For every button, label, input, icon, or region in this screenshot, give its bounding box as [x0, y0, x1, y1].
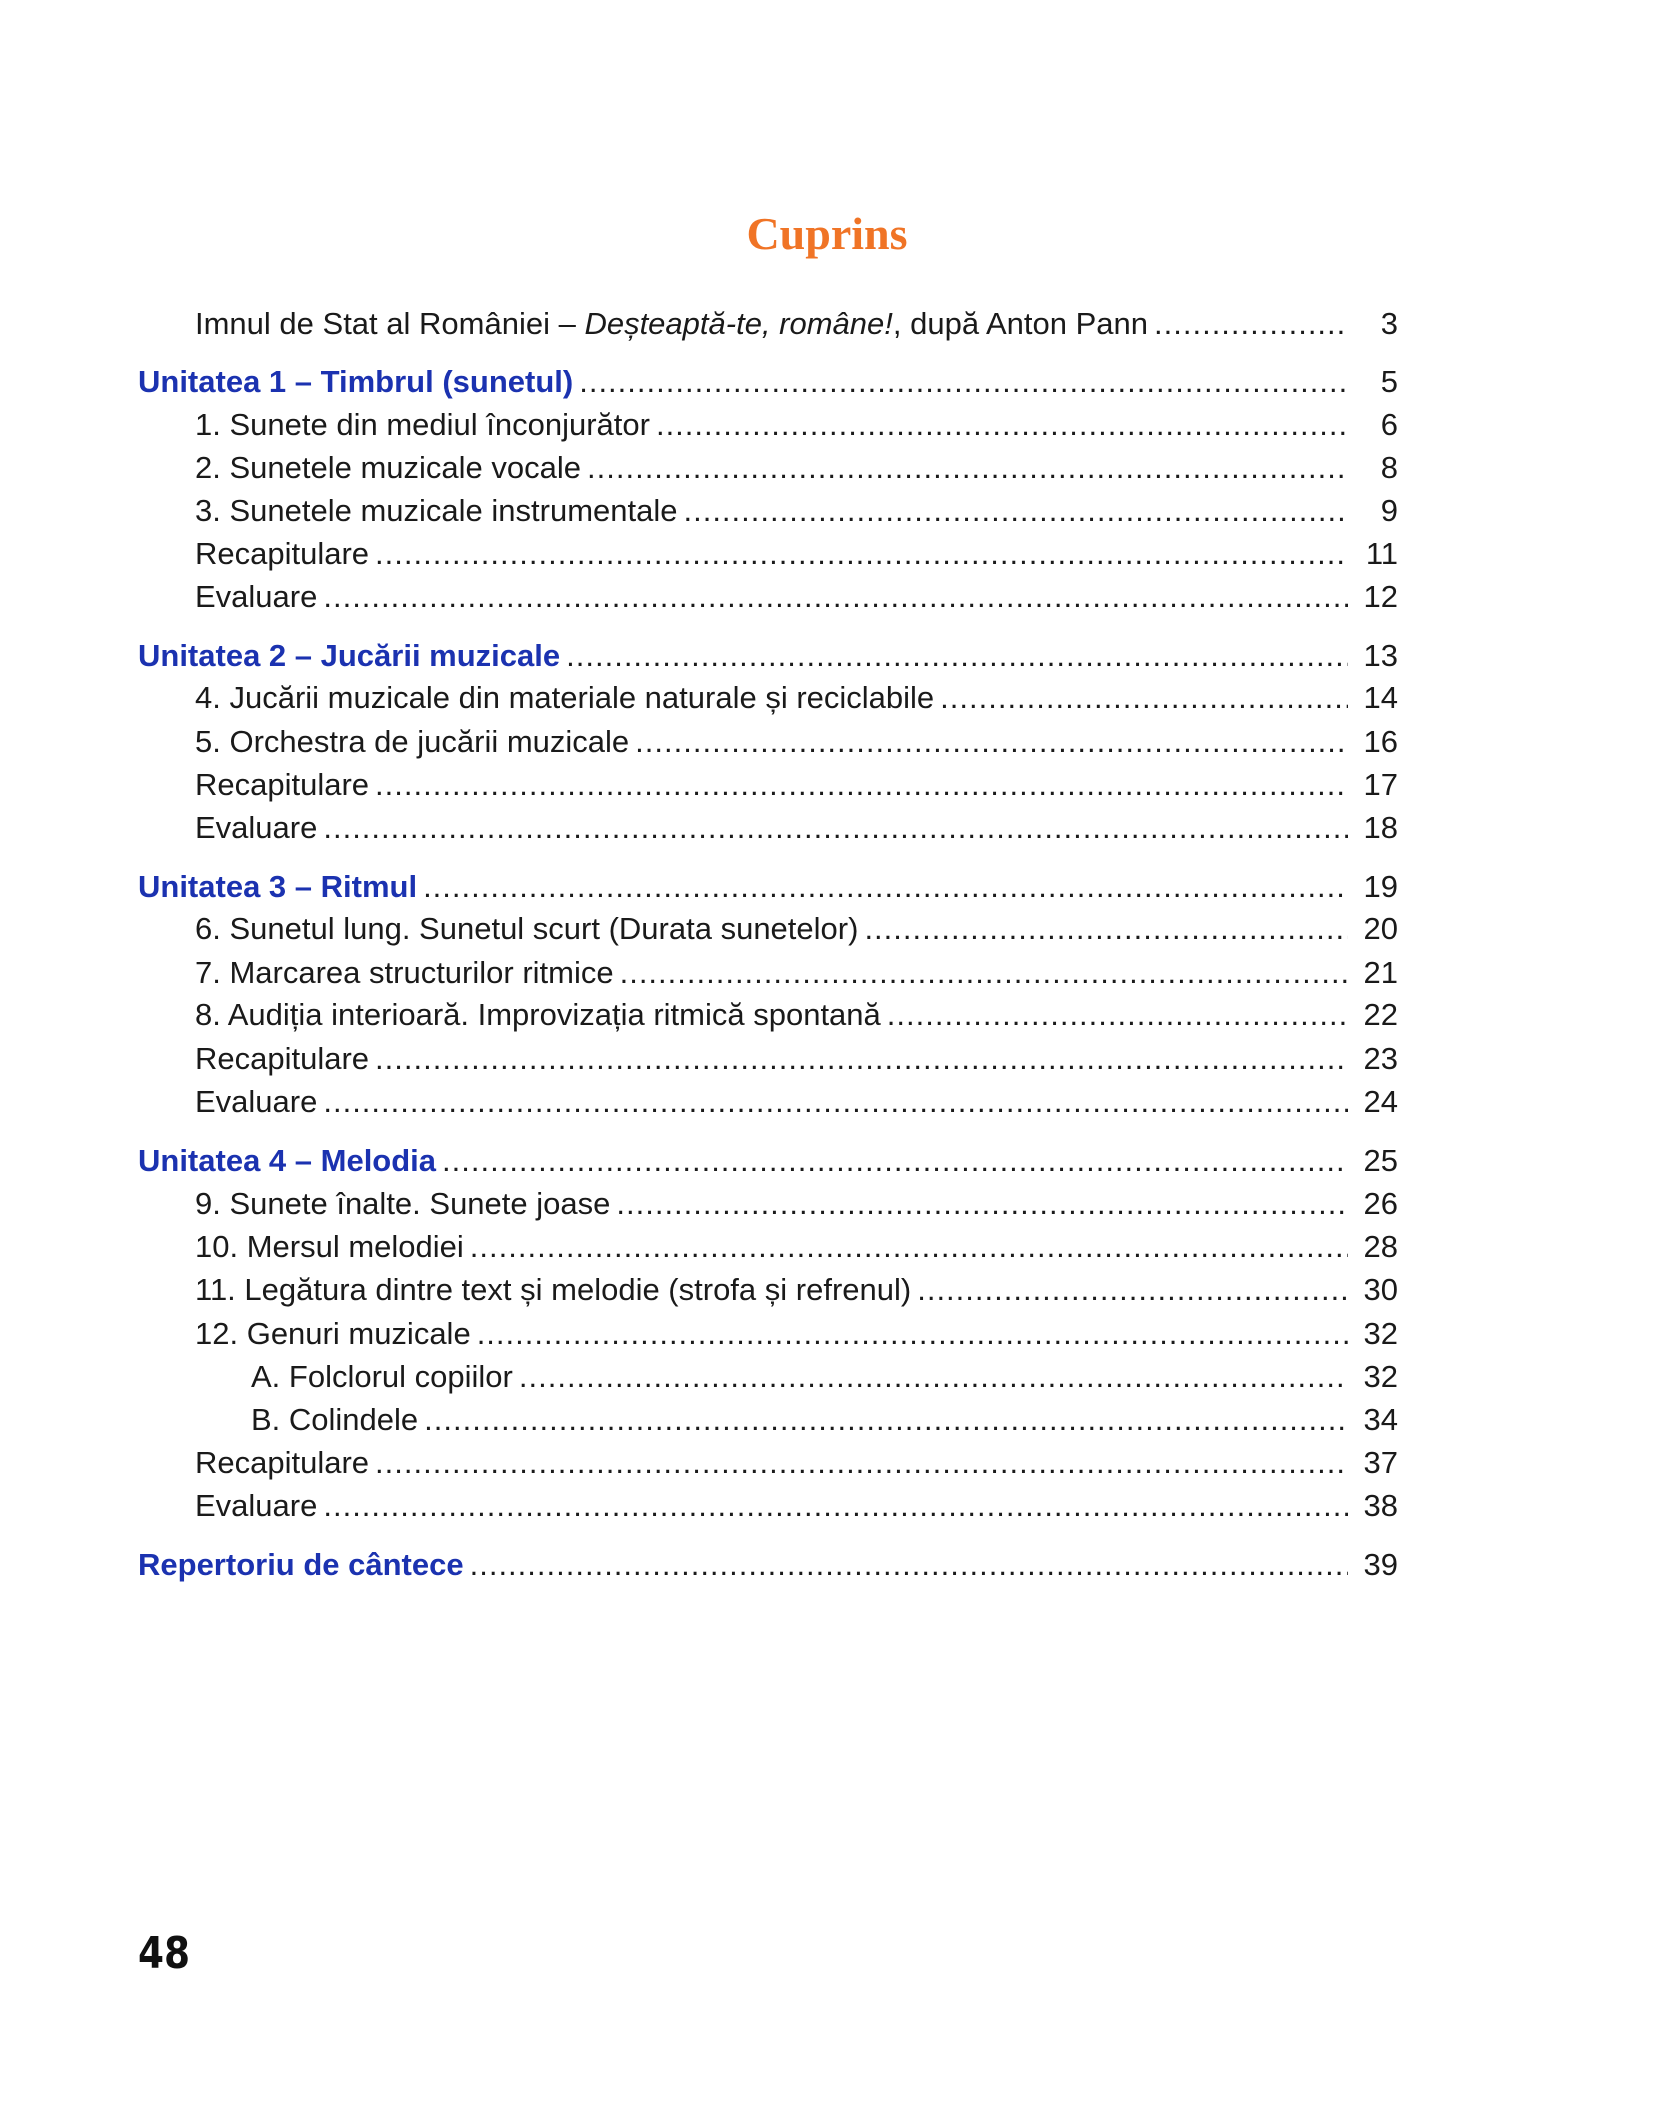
toc-entry [195, 1486, 1398, 1526]
toc-entry [195, 909, 1398, 949]
toc-entry-title: Unitatea 4 – Melodia [138, 1143, 437, 1178]
toc-unit-heading [138, 1545, 1398, 1585]
toc-entry [195, 808, 1398, 848]
toc-page-number: 5 [1380, 364, 1398, 399]
toc-entry-title: 5. Orchestra de jucării muzicale [195, 724, 630, 759]
toc-dot-leader [587, 448, 1348, 488]
toc-page-number: 34 [1363, 1402, 1398, 1437]
toc-page-number: 21 [1363, 955, 1398, 990]
toc-page-number: 32 [1363, 1316, 1398, 1351]
toc-dot-leader [470, 1227, 1348, 1267]
toc-entry-title: Unitatea 1 – Timbrul (sunetul) [138, 364, 574, 399]
toc-dot-leader [470, 1545, 1348, 1585]
toc-entry [251, 1400, 1398, 1440]
toc-dot-leader [635, 722, 1348, 762]
toc-page-number: 32 [1363, 1359, 1398, 1394]
toc-entry-title: 10. Mersul melodiei [195, 1229, 464, 1264]
toc-entry [195, 304, 1398, 344]
toc-dot-leader [1154, 304, 1348, 344]
toc-page-number: 8 [1380, 450, 1398, 485]
toc-dot-leader [323, 808, 1348, 848]
toc-entry-title: 8. Audiția interioară. Improvizația ritmică spontană [195, 997, 881, 1032]
toc-entry [195, 1184, 1398, 1224]
toc-page-number: 28 [1363, 1229, 1398, 1264]
toc-entry-title-part: Imnul de Stat al României – [195, 306, 585, 341]
toc-dot-leader [375, 1039, 1348, 1079]
toc-entry-title: Recapitulare [195, 767, 370, 802]
toc-dot-leader [864, 909, 1348, 949]
toc-page-number: 14 [1363, 680, 1398, 715]
toc-page-number: 25 [1363, 1143, 1398, 1178]
toc-page-number: 24 [1363, 1084, 1398, 1119]
toc-dot-leader [620, 953, 1348, 993]
toc-entry-title: Evaluare [195, 579, 318, 614]
toc-entry-title: A. Folclorul copiilor [251, 1359, 513, 1394]
toc-entry-title: 9. Sunete înalte. Sunete joase [195, 1186, 611, 1221]
toc-dot-leader [375, 765, 1348, 805]
toc-entry [195, 534, 1398, 574]
toc-page-number: 23 [1363, 1041, 1398, 1076]
toc-entry-title: Evaluare [195, 810, 318, 845]
toc-entry-title: 2. Sunetele muzicale vocale [195, 450, 582, 485]
toc-page-number: 13 [1363, 638, 1398, 673]
toc-dot-leader [424, 1400, 1348, 1440]
page-number: 48 [138, 1928, 191, 1979]
toc-unit-heading [138, 362, 1398, 402]
toc-dot-leader [323, 1486, 1348, 1526]
toc-dot-leader [656, 405, 1348, 445]
toc-page-number: 20 [1363, 911, 1398, 946]
toc-page-number: 17 [1363, 767, 1398, 802]
toc-entry-title: 7. Marcarea structurilor ritmice [195, 955, 614, 990]
toc-entry [195, 765, 1398, 805]
toc-dot-leader [323, 577, 1348, 617]
toc-entry-title: 11. Legătura dintre text și melodie (strofa și refrenul) [195, 1272, 912, 1307]
toc-entry-title: Repertoriu de cântece [138, 1547, 464, 1582]
toc-unit-heading [138, 636, 1398, 676]
toc-entry-title: Recapitulare [195, 1445, 370, 1480]
toc-entry-title: Unitatea 3 – Ritmul [138, 869, 418, 904]
toc-dot-leader [940, 678, 1348, 718]
toc-entry [195, 1039, 1398, 1079]
toc-page-number: 37 [1363, 1445, 1398, 1480]
toc-entry-title: 12. Genuri muzicale [195, 1316, 471, 1351]
toc-dot-leader [477, 1314, 1348, 1354]
toc-page-number: 26 [1363, 1186, 1398, 1221]
toc-entry [251, 1357, 1398, 1397]
toc-dot-leader [616, 1184, 1348, 1224]
toc-entry-title: 3. Sunetele muzicale instrumentale [195, 493, 678, 528]
toc-dot-leader [375, 534, 1348, 574]
toc-dot-leader [683, 491, 1348, 531]
toc-entry-title: 1. Sunete din mediul înconjurător [195, 407, 650, 442]
toc-entry-title-part: , după Anton Pann [892, 306, 1149, 341]
toc-dot-leader [579, 362, 1348, 402]
toc-dot-leader [375, 1443, 1348, 1483]
toc-entry [195, 1227, 1398, 1267]
toc-entry [195, 1443, 1398, 1483]
toc-page-number: 12 [1363, 579, 1398, 614]
toc-page-number: 22 [1363, 997, 1398, 1032]
page-title: Cuprins [746, 208, 908, 259]
toc-page-number: 39 [1363, 1547, 1398, 1582]
toc-entry [195, 491, 1398, 531]
toc-page-number: 16 [1363, 724, 1398, 759]
toc-entry [195, 722, 1398, 762]
table-of-contents [138, 0, 1398, 2126]
toc-entry [195, 953, 1398, 993]
toc-entry-title-part: Deșteaptă-te, române! [584, 306, 893, 341]
toc-page-number: 38 [1363, 1488, 1398, 1523]
toc-entry [195, 995, 1398, 1035]
toc-page-number: 9 [1380, 493, 1398, 528]
toc-dot-leader [323, 1082, 1348, 1122]
toc-dot-leader [423, 867, 1348, 907]
toc-entry [195, 405, 1398, 445]
toc-entry-title: Unitatea 2 – Jucării muzicale [138, 638, 561, 673]
toc-dot-leader [566, 636, 1348, 676]
toc-dot-leader [442, 1141, 1348, 1181]
toc-page-number: 6 [1380, 407, 1398, 442]
toc-entry-title: B. Colindele [251, 1402, 419, 1437]
toc-entry [195, 1270, 1398, 1310]
toc-unit-heading [138, 1141, 1398, 1181]
toc-dot-leader [917, 1270, 1348, 1310]
toc-entry [195, 1082, 1398, 1122]
toc-entry-title [195, 304, 1148, 344]
toc-dot-leader [887, 995, 1348, 1035]
toc-unit-heading [138, 867, 1398, 907]
toc-page-number: 18 [1363, 810, 1398, 845]
toc-page-number: 30 [1363, 1272, 1398, 1307]
toc-entry [195, 1314, 1398, 1354]
toc-dot-leader [519, 1357, 1348, 1397]
toc-entry-title: 6. Sunetul lung. Sunetul scurt (Durata sunetelor) [195, 911, 859, 946]
toc-page-number: 3 [1380, 306, 1398, 341]
toc-entry-title: Evaluare [195, 1084, 318, 1119]
toc-entry-title: Evaluare [195, 1488, 318, 1523]
toc-page-number: 19 [1363, 869, 1398, 904]
toc-entry [195, 448, 1398, 488]
toc-entry-title: Recapitulare [195, 536, 370, 571]
toc-entry [195, 577, 1398, 617]
toc-entry-title: 4. Jucării muzicale din materiale naturale și reciclabile [195, 680, 935, 715]
toc-page-number: 11 [1365, 536, 1398, 571]
toc-entry [195, 678, 1398, 718]
toc-entry-title: Recapitulare [195, 1041, 370, 1076]
